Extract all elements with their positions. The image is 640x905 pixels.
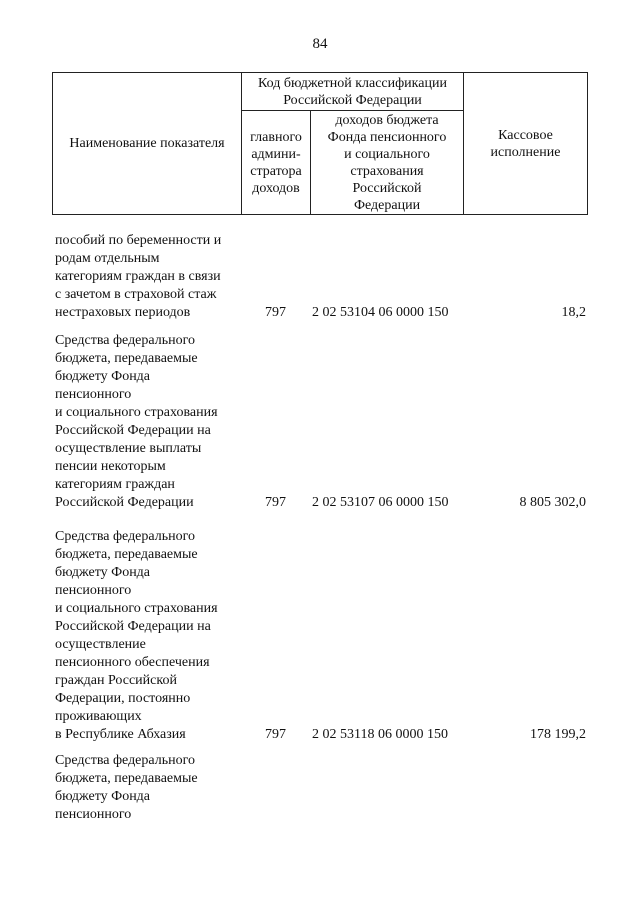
header-indicator-name: Наименование показателя — [53, 73, 242, 215]
table-row — [0, 232, 640, 322]
table-row — [0, 752, 640, 824]
row-cash-amount: 18,2 — [561, 305, 586, 320]
row-admin-code: 797 — [265, 727, 286, 742]
table-header — [52, 72, 588, 215]
table-row — [0, 528, 640, 744]
row-indicator-name: пособий по беременности и родам отдельным категориям граждан в связи с зачетом в страховой стаж нестраховых периодов — [55, 233, 222, 320]
header-fund-income: доходов бюджета Фонда пенсионного и социального страхования Российской Федерации — [311, 111, 464, 215]
row-admin-code: 797 — [265, 305, 286, 320]
row-indicator-name: Средства федерального бюджета, передаваемые бюджету Фонда пенсионного — [55, 753, 198, 822]
row-income-code: 2 02 53118 06 0000 150 — [312, 727, 448, 742]
header-chief-administrator: главного админи- стратора доходов — [242, 111, 311, 215]
header-code-group: Код бюджетной классификации Российской Федерации — [242, 73, 464, 111]
row-income-code: 2 02 53107 06 0000 150 — [312, 495, 449, 510]
header-cash-execution: Кассовое исполнение — [464, 73, 588, 215]
table-row — [0, 332, 640, 512]
row-cash-amount: 8 805 302,0 — [519, 495, 586, 510]
row-indicator-name: Средства федерального бюджета, передаваемые бюджету Фонда пенсионного и социального страхования Российской Федерации на осуществление пенсионного обеспечения граждан Российской Федерации, постоянно проживающих в Республике Абхазия — [55, 529, 218, 742]
row-income-code: 2 02 53104 06 0000 150 — [312, 305, 449, 320]
row-indicator-name: Средства федерального бюджета, передаваемые бюджету Фонда пенсионного и социального страхования Российской Федерации на осуществление выплаты пенсии некоторым категориям граждан Российской Федерации — [55, 333, 218, 510]
page-number: 84 — [312, 36, 328, 52]
row-cash-amount: 178 199,2 — [530, 727, 586, 742]
row-admin-code: 797 — [265, 495, 286, 510]
